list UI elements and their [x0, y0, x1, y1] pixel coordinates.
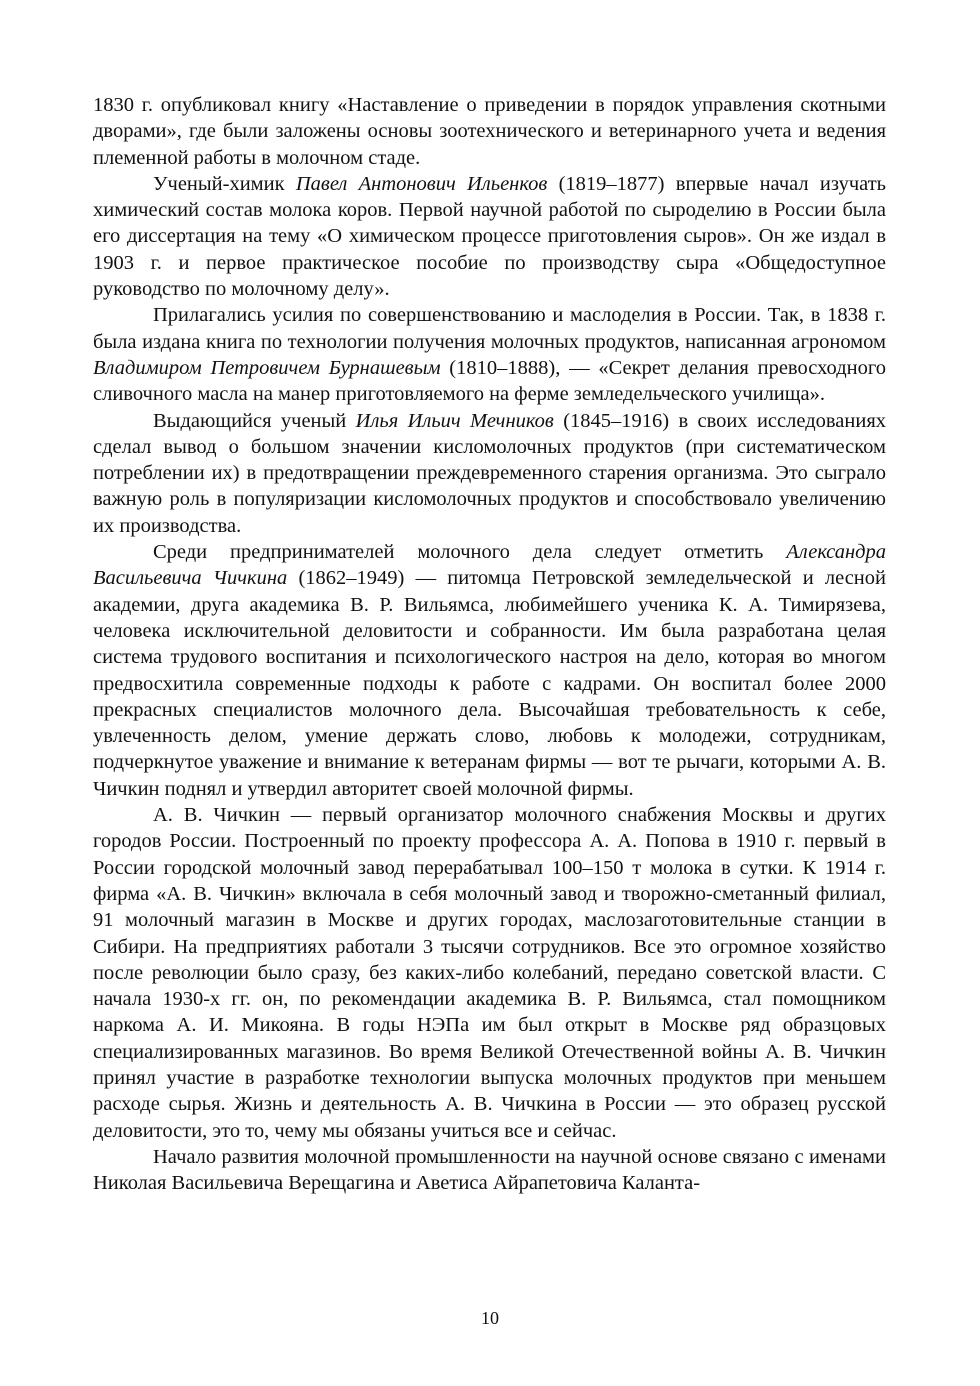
italic-name: Александра Васильевича Чичкина: [93, 541, 886, 590]
italic-name: Владимиром Петровичем Бурнашевым: [93, 356, 441, 379]
text-run: А. В. Чичкин — первый организатор молочного снабжения Москвы и других городов России. Построенный по проекту профессора А. А. Попова в 1910 г. первый в России городской молочный завод перерабатывал 100–150 т молока в сутки. К 1914 г. фирма «А. В. Чичкин» включала в себя молочный завод и творожно-сметанный филиал, 91 молочный магазин в Москве и других городах, маслозаготовительные станции в Сибири. На предприятиях работали 3 тысячи сотрудников. Все это огромное хозяйство после революции было сразу, без каких-либо колебаний, передано советской власти. С начала 1930-х гг. он, по рекомендации академика В. Р. Вильямса, стал помощником наркома А. И. Микояна. В годы НЭПа им был открыт в Москве ряд образцовых специализированных магазинов. Во время Великой Отечественной войны А. В. Чичкин принял участие в разработке технологии выпуска молочных продуктов при меньшем расходе сырья. Жизнь и деятельность А. В. Чичкина в России — это образец русской деловитости, это то, чему мы обязаны учиться все и сейчас.: [93, 804, 886, 1142]
text-run: 1830 г. опубликовал книгу «Наставление о приведении в порядок управления скотными дворами», где были заложены основы зоотехнического и ветеринарного учета и ведения племенной работы в молочном стаде.: [93, 94, 886, 169]
text-run: Прилагались усилия по совершенствованию и маслоделия в России. Так, в 1838 г. была издана книга по технологии получения молочных продуктов, написанная агрономом: [93, 304, 886, 353]
paragraph: [93, 539, 886, 802]
body-text: [93, 92, 886, 1196]
paragraph: [93, 408, 886, 539]
italic-name: Илья Ильич Мечников: [355, 409, 554, 432]
italic-name: Павел Антонович Ильенков: [295, 172, 548, 195]
paragraph: [93, 171, 886, 302]
paragraph: [93, 802, 886, 1144]
text-run: (1845–1916) в своих исследованиях сделал вывод о большом значении кисломолочных продуктов (при систематическом потреблении их) в предотвращении преждевременного старения организма. Это сыграло важную роль в популяризации кисломолочных продуктов и способствовало увеличению их производства.: [93, 409, 887, 537]
text-run: (1862–1949) — питомца Петровской земледельческой и лесной академии, друга академика В. Р. Вильямса, любимейшего ученика К. А. Тимирязева, человека исключительной деловитости и собранности. Им была разработана целая система трудового воспитания и психологического настроя на дело, которая во многом предвосхитила современные подходы к работе с кадрами. Он воспитал более 2000 прекрасных специалистов молочного дела. Высочайшая требовательность к себе, увлеченность делом, умение держать слово, любовь к молодежи, сотрудникам, подчеркнутое уважение и внимание к ветеранам фирмы — вот те рычаги, которыми А. В. Чичкин поднял и утвердил авторитет своей молочной фирмы.: [93, 567, 886, 800]
page-number: 10: [481, 1308, 499, 1328]
text-run: Среди предпринимателей молочного дела следует отметить: [153, 541, 787, 564]
paragraph: [93, 1144, 886, 1197]
text-run: Выдающийся ученый: [153, 409, 356, 432]
paragraph: [93, 302, 886, 407]
text-run: (1819–1877) впервые начал изучать химический состав молока коров. Первой научной работой по сыроделию в России была его диссертация на тему «О химическом процессе приготовления сыров». Он же издал в 1903 г. и первое практическое пособие по производству сыра «Общедоступное руководство по молочному делу».: [93, 172, 887, 301]
text-run: Ученый-химик: [153, 172, 296, 195]
text-run: (1810–1888), — «Секрет делания превосходного сливочного масла на манер приготовляемого на ферме земледельческого училища».: [93, 356, 886, 406]
text-run: Начало развития молочной промышленности на научной основе связано с именами Николая Васильевича Верещагина и Аветиса Айрапетовича Каланта-: [93, 1145, 886, 1195]
paragraph: [93, 92, 886, 171]
